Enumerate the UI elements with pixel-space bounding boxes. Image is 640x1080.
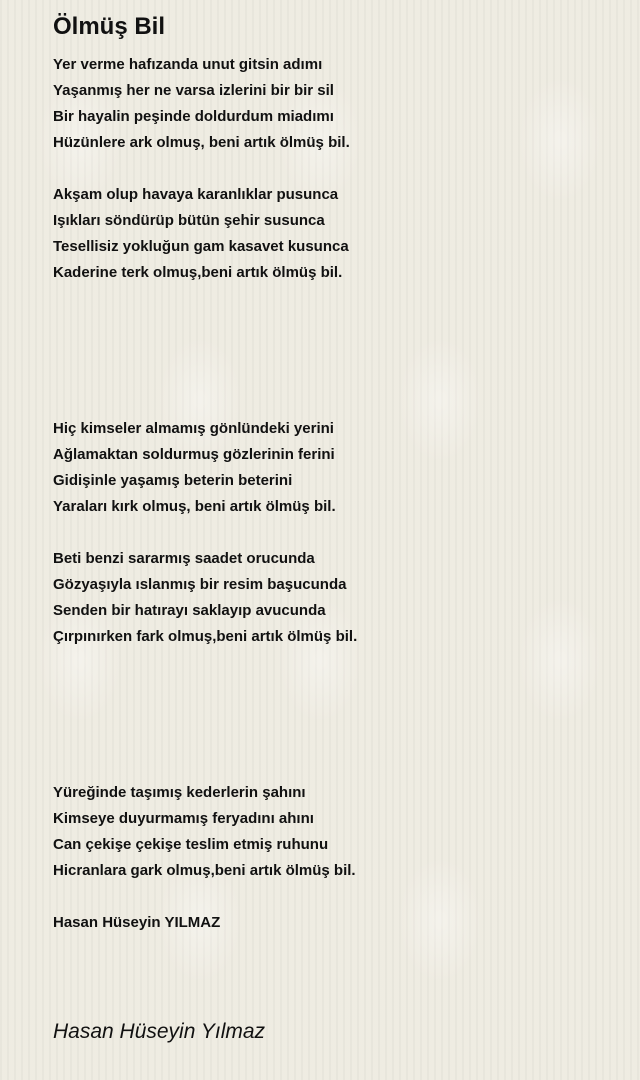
poem-line: Hicranlara gark olmuş,beni artık ölmüş bil. (53, 862, 356, 879)
poem-line: Gözyaşıyla ıslanmış bir resim başucunda (53, 576, 347, 593)
section-gap (53, 286, 613, 416)
poem-line: Yaraları kırk olmuş, beni artık ölmüş bil. (53, 498, 336, 515)
poem-line: Işıkları söndürüp bütün şehir susunca (53, 212, 325, 229)
poem-author: Hasan Hüseyin YILMAZ (53, 914, 221, 931)
poem-line: Yer verme hafızanda unut gitsin adımı (53, 56, 323, 73)
stanza-3 (53, 416, 613, 520)
poem-line: Kaderine terk olmuş,beni artık ölmüş bil. (53, 264, 343, 281)
stanza-gap (53, 520, 613, 546)
poem-line: Gidişinle yaşamış beterin beterini (53, 472, 293, 489)
poem-line: Beti benzi sararmış saadet orucunda (53, 550, 315, 567)
stanza-5 (53, 780, 613, 884)
stanza-gap (53, 884, 613, 910)
poem-line: Hiç kimseler almamış gönlündeki yerini (53, 420, 334, 437)
stanza-1 (53, 52, 613, 156)
poem-line: Can çekişe çekişe teslim etmiş ruhunu (53, 836, 329, 853)
stanza-2 (53, 182, 613, 286)
poem-line: Tesellisiz yokluğun gam kasavet kusunca (53, 238, 349, 255)
poem-line: Kimseye duyurmamış feryadını ahını (53, 810, 314, 827)
stanza-gap (53, 156, 613, 182)
poem-title: Ölmüş Bil (53, 13, 166, 40)
poem-line: Ağlamaktan soldurmuş gözlerinin ferini (53, 446, 335, 463)
poem-line: Hüzünlere ark olmuş, beni artık ölmüş bil. (53, 134, 350, 151)
stanza-4 (53, 546, 613, 650)
poem-body (53, 52, 613, 936)
poem-line: Yaşanmış her ne varsa izlerini bir bir sil (53, 82, 334, 99)
author-signature: Hasan Hüseyin Yılmaz (53, 1020, 266, 1043)
section-gap (53, 650, 613, 780)
poem-line: Bir hayalin peşinde doldurdum miadımı (53, 108, 334, 125)
poem-line: Senden bir hatırayı saklayıp avucunda (53, 602, 326, 619)
poem-line: Yüreğinde taşımış kederlerin şahını (53, 784, 306, 801)
poem-line: Çırpınırken fark olmuş,beni artık ölmüş bil. (53, 628, 358, 645)
poem-line: Akşam olup havaya karanlıklar pusunca (53, 186, 339, 203)
